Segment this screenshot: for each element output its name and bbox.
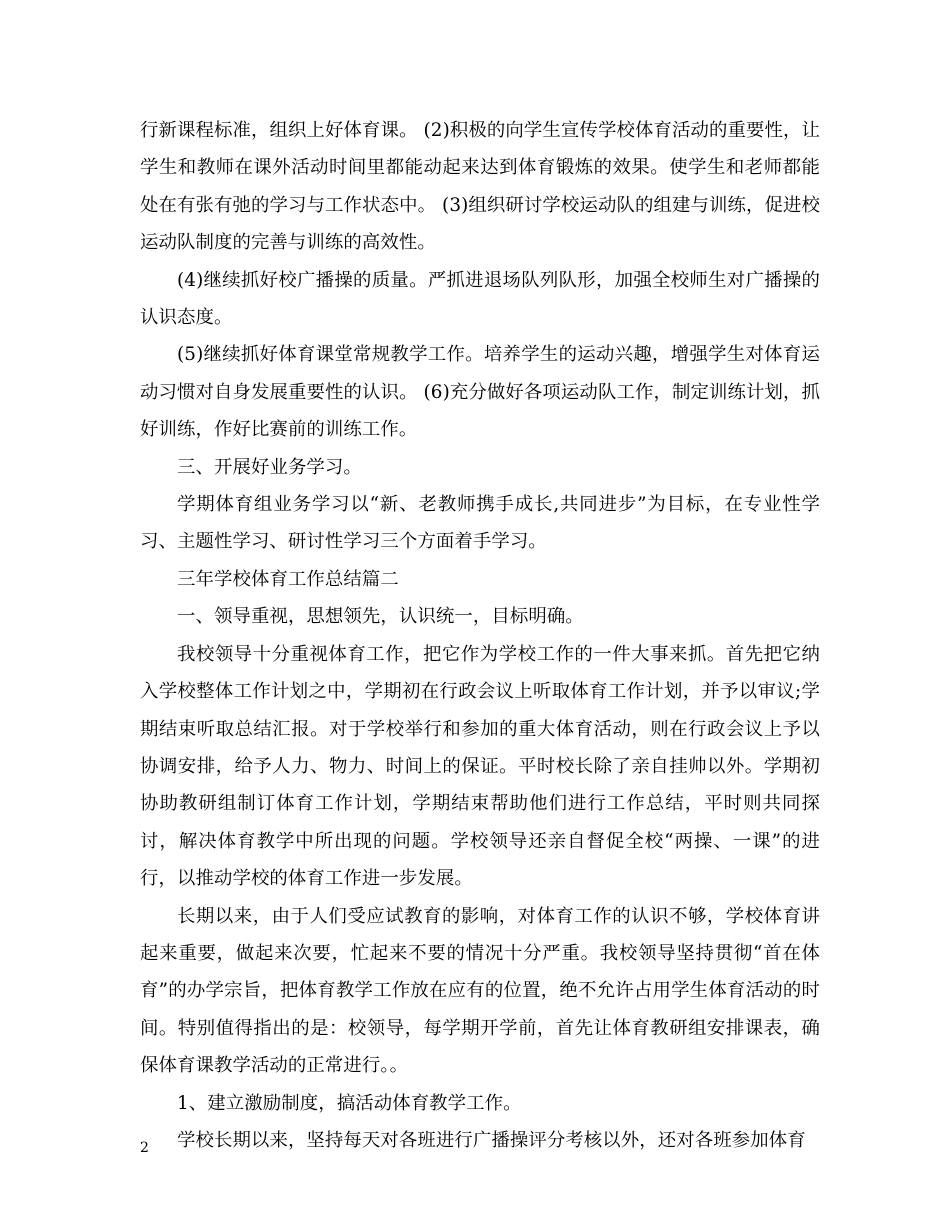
section-heading-3: 三、开展好业务学习。: [177, 456, 362, 478]
paragraph-1: 行新课程标准，组织上好体育课。 (2)积极的向学生宣传学校体育活动的重要性，让学生和教师在课外活动时间里都能动起来达到体育锻炼的效果。使学生和老师都能处在有张有弛的学习与工作状态中。 (3)组织研讨学校运动队的组建与训练，促进校运动队制度的完善与训练的高效性。: [140, 120, 820, 254]
subsection-heading-1: 1、建立激励制度，搞活动体育教学工作。: [177, 1092, 522, 1114]
page-number: 2: [140, 1140, 149, 1156]
article-title-2: 三年学校体育工作总结篇二: [177, 568, 399, 590]
section-heading-1: 一、领导重视，思想领先，认识统一，目标明确。: [177, 606, 584, 628]
paragraph-9: 长期以来，由于人们受应试教育的影响，对体育工作的认识不够，学校体育讲起来重要，做起来次要，忙起来不要的情况十分严重。我校领导坚持贯彻“首在体育”的办学宗旨，把体育教学工作放在应有的位置，绝不允许占用学生体育活动的时间。特别值得指出的是：校领导，每学期开学前，首先让体育教研组安排课表，确保体育课教学活动的正常进行。。: [140, 905, 820, 1077]
paragraph-5: 学期体育组业务学习以“新、老教师携手成长,共同进步”为目标，在专业性学习、主题性学习、研讨性学习三个方面着手学习。: [140, 494, 820, 553]
paragraph-8: 我校领导十分重视体育工作，把它作为学校工作的一件大事来抓。首先把它纳入学校整体工作计划之中，学期初在行政会议上听取体育工作计划，并予以审议;学期结束听取总结汇报。对于学校举行和参加的重大体育活动，则在行政会议上予以协调安排，给予人力、物力、时间上的保证。平时校长除了亲自挂帅以外。学期初协助教研组制订体育工作计划，学期结束帮助他们进行工作总结，平时则共同探讨，解决体育教学中所出现的问题。学校领导还亲自督促全校“两操、一课”的进行，以推动学校的体育工作进一步发展。: [140, 643, 820, 890]
document-body: [140, 112, 820, 1159]
paragraph-2: (4)继续抓好校广播操的质量。严抓进退场队列队形，加强全校师生对广播操的认识态度。: [140, 269, 820, 329]
paragraph-11: 学校长期以来，坚持每天对各班进行广播操评分考核以外，还对各班参加体育: [177, 1129, 806, 1151]
paragraph-3: (5)继续抓好体育课堂常规教学工作。培养学生的运动兴趣，增强学生对体育运动习惯对自身发展重要性的认识。 (6)充分做好各项运动队工作，制定训练计划，抓好训练，作好比赛前的训练工作。: [140, 344, 820, 441]
